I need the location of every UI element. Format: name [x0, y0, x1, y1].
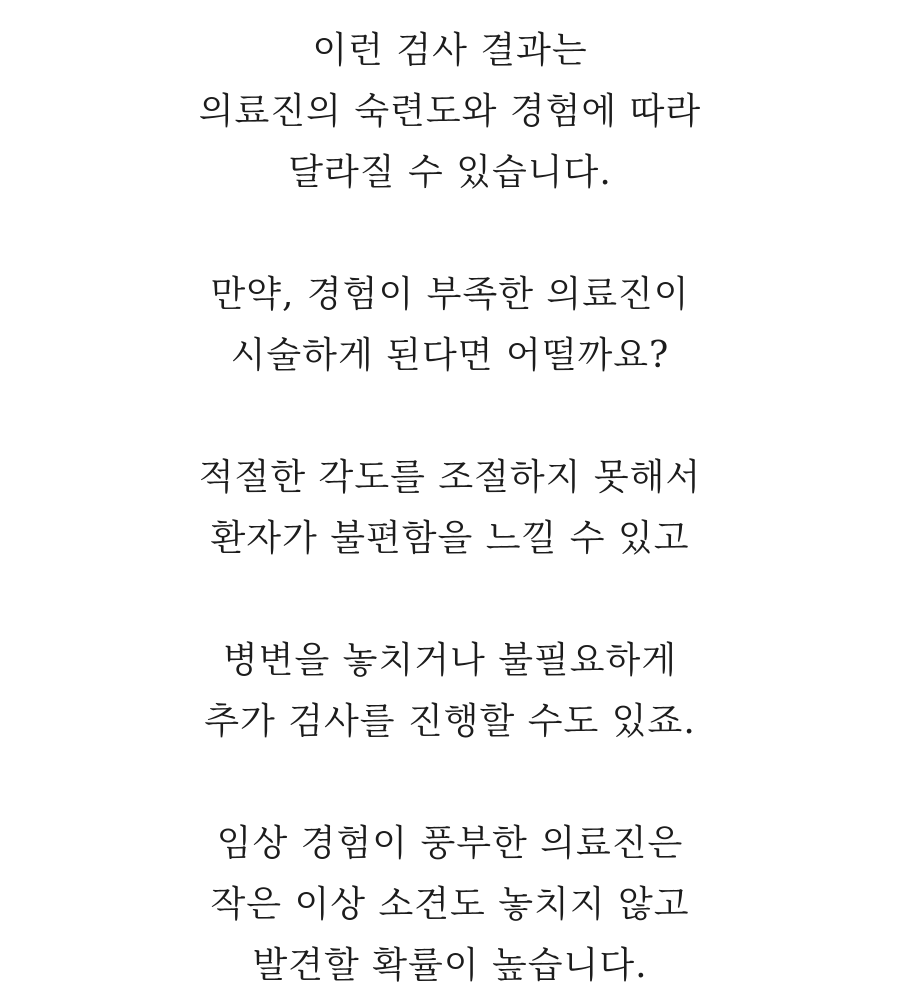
- text-line: 병변을 놓치거나 불필요하게: [222, 640, 678, 681]
- text-line: 시술하게 된다면 어떨까요?: [230, 335, 670, 376]
- text-line: 달라질 수 있습니다.: [288, 152, 612, 193]
- text-line: 발견할 확률이 높습니다.: [252, 945, 648, 986]
- paragraph-experienced-staff: [0, 813, 900, 996]
- paragraph-result-variance: [0, 20, 900, 203]
- text-line: 추가 검사를 진행할 수도 있죠.: [204, 701, 696, 742]
- text-line: 의료진의 숙련도와 경험에 따라: [198, 91, 702, 132]
- text-line: 만약, 경험이 부족한 의료진이: [210, 274, 690, 315]
- text-line: 임상 경험이 풍부한 의료진은: [216, 823, 684, 864]
- paragraph-inexperience-question: [0, 264, 900, 386]
- paragraph-patient-discomfort: [0, 447, 900, 569]
- text-line: 작은 이상 소견도 놓치지 않고: [210, 884, 690, 925]
- paragraph-missed-lesions: [0, 630, 900, 752]
- text-line: 환자가 불편함을 느낄 수 있고: [210, 518, 690, 559]
- text-line: 이런 검사 결과는: [312, 30, 588, 71]
- text-line: 적절한 각도를 조절하지 못해서: [198, 457, 702, 498]
- article-body: [0, 20, 900, 996]
